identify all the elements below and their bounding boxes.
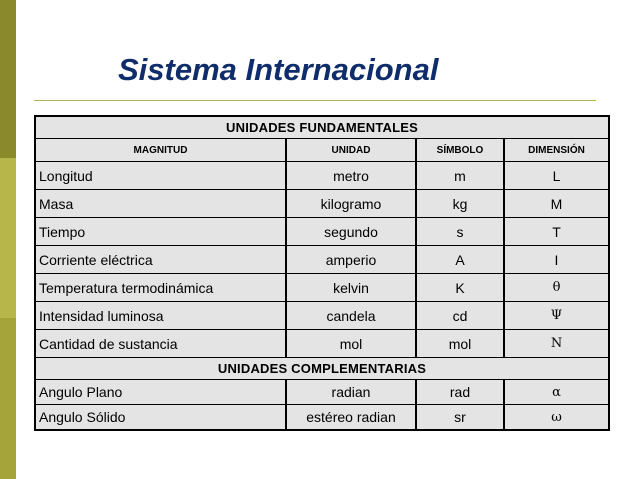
dimension-cell: I [504, 246, 609, 274]
symbol-cell: K [416, 274, 504, 302]
unit-cell: metro [286, 162, 416, 190]
dimension-cell: α [504, 380, 609, 405]
unit-cell: kelvin [286, 274, 416, 302]
column-header-magnitude: MAGNITUD [35, 139, 286, 162]
unit-cell: mol [286, 330, 416, 358]
table-row [35, 330, 609, 358]
decorative-sidebar [0, 0, 16, 479]
dimension-cell: T [504, 218, 609, 246]
si-units-table [34, 115, 610, 431]
magnitude-cell: Masa [35, 190, 286, 218]
table-row [35, 190, 609, 218]
magnitude-cell: Tiempo [35, 218, 286, 246]
sidebar-block-middle [0, 158, 16, 318]
magnitude-cell: Corriente eléctrica [35, 246, 286, 274]
unit-cell: radian [286, 380, 416, 405]
symbol-cell: mol [416, 330, 504, 358]
symbol-cell: A [416, 246, 504, 274]
title-divider [34, 100, 596, 101]
magnitude-cell: Longitud [35, 162, 286, 190]
sidebar-block-top [0, 0, 16, 158]
dimension-cell: Ψ [504, 302, 609, 330]
symbol-cell: s [416, 218, 504, 246]
symbol-cell: m [416, 162, 504, 190]
column-header-row [35, 139, 609, 162]
magnitude-cell: Cantidad de sustancia [35, 330, 286, 358]
dimension-cell: L [504, 162, 609, 190]
fundamental-section-header: UNIDADES FUNDAMENTALES [35, 116, 609, 139]
table-row [35, 218, 609, 246]
unit-cell: amperio [286, 246, 416, 274]
complementary-section-header: UNIDADES COMPLEMENTARIAS [35, 358, 609, 380]
table-row [35, 405, 609, 431]
table-row [35, 302, 609, 330]
dimension-cell: M [504, 190, 609, 218]
unit-cell: estéreo radian [286, 405, 416, 431]
symbol-cell: rad [416, 380, 504, 405]
column-header-unit: UNIDAD [286, 139, 416, 162]
column-header-symbol: SÍMBOLO [416, 139, 504, 162]
unit-cell: kilogramo [286, 190, 416, 218]
unit-cell: candela [286, 302, 416, 330]
magnitude-cell: Angulo Sólido [35, 405, 286, 431]
symbol-cell: kg [416, 190, 504, 218]
table-row [35, 246, 609, 274]
sidebar-block-bottom [0, 318, 16, 479]
fundamental-section-header-row [35, 116, 609, 139]
dimension-cell: N [504, 330, 609, 358]
complementary-section-header-row [35, 358, 609, 380]
magnitude-cell: Intensidad luminosa [35, 302, 286, 330]
table-row [35, 274, 609, 302]
slide-title: Sistema Internacional [118, 52, 439, 87]
dimension-cell: ω [504, 405, 609, 431]
table-row [35, 162, 609, 190]
magnitude-cell: Temperatura termodinámica [35, 274, 286, 302]
symbol-cell: sr [416, 405, 504, 431]
magnitude-cell: Angulo Plano [35, 380, 286, 405]
unit-cell: segundo [286, 218, 416, 246]
dimension-cell: θ [504, 274, 609, 302]
symbol-cell: cd [416, 302, 504, 330]
column-header-dimension: DIMENSIÓN [504, 139, 609, 162]
table-row [35, 380, 609, 405]
